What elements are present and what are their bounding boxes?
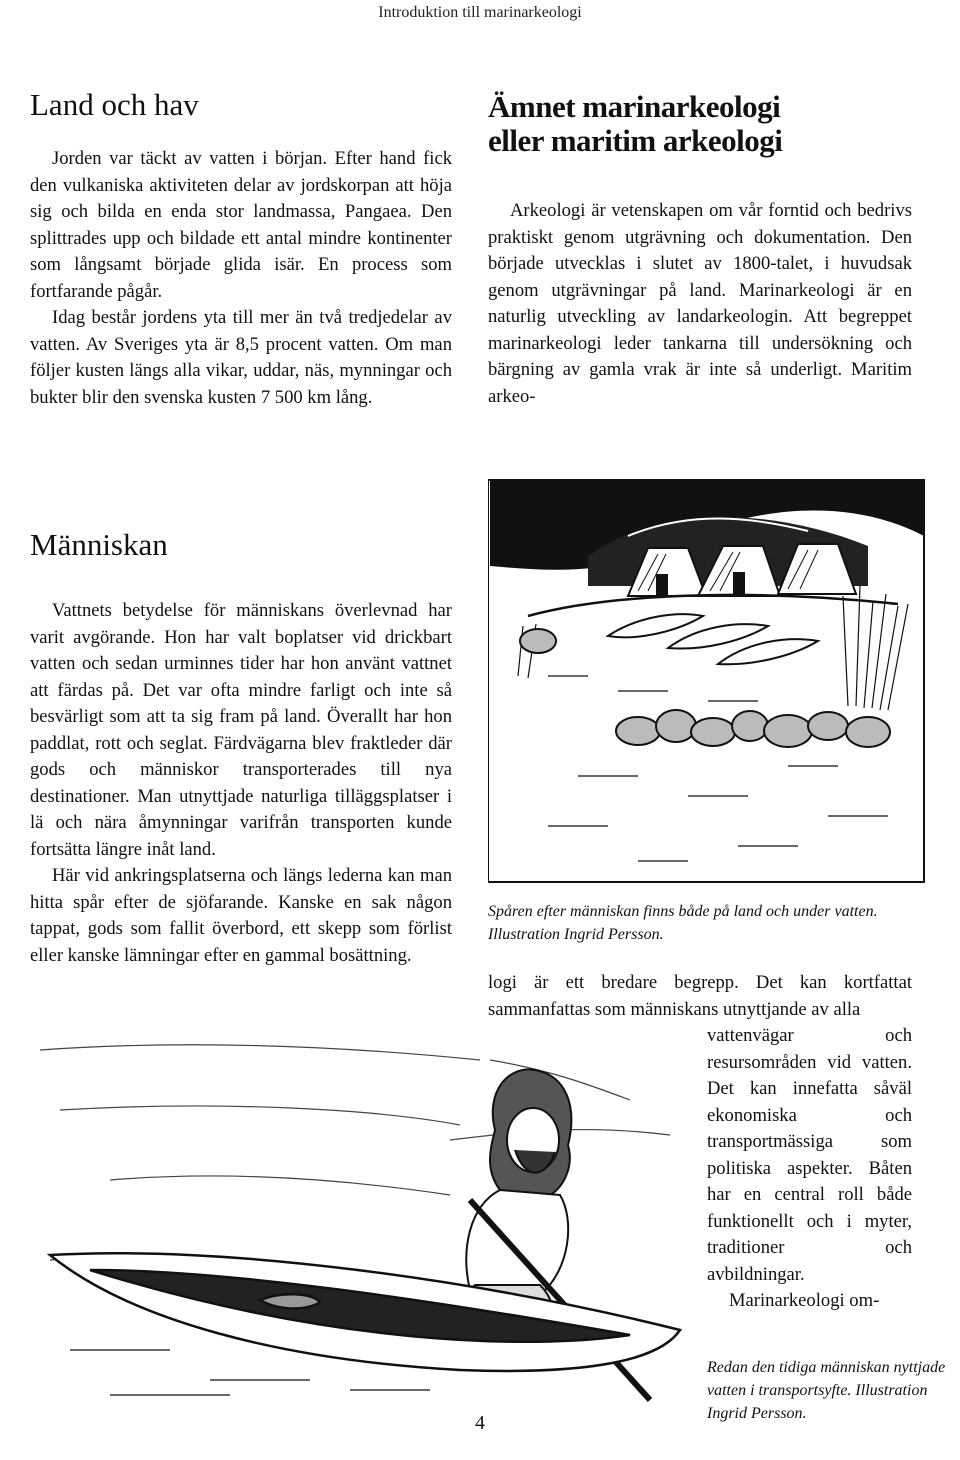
settlement-drawing (488, 476, 928, 886)
paragraph: Arkeologi är vetenskapen om vår forntid och bedrivs praktiskt genom utgrävning och dokumentation. Den började utvecklas i slutet av 1800-talet, i huvudsak genom utgrävningar på land. Marinarkeologi är en naturlig utveckling av landarkeologin. Att begreppet marinarkeologi leder tankarna till undersökning och bärgning av gamla vrak är inte så underligt. Maritim arkeo- (488, 200, 912, 407)
illustration-settlement (488, 476, 928, 886)
heading-line: Ämnet marinarkeologi (488, 89, 781, 124)
marinarkeologi-continuation-narrow (707, 1023, 912, 1315)
paragraph: Idag består jordens yta till mer än två tredjedelar av vatten. Av Sveriges yta är 8,5 procent vatten. Om man följer kusten längs alla vikar, uddar, näs, mynningar och bukter blir den svenska kusten 7 500 km lång. (30, 307, 452, 408)
heading-line: eller maritim arkeologi (488, 123, 783, 158)
heading-amnet-marinarkeologi (488, 90, 782, 158)
paragraph: Här vid ankringsplatserna och längs lederna kan man hitta spår efter de sjöfarande. Kanske en sak någon tappat, gods som fallit överbord, ett skepp som förlist eller kanske lämningar efter en gammal bosättning. (30, 865, 452, 966)
figure-caption-settlement: Spåren efter människan finns både på land och under vatten. Illustration Ingrid Persson. (488, 903, 878, 943)
running-head: Introduktion till marinarkeologi (378, 4, 582, 21)
marinarkeologi-body (488, 198, 912, 410)
figure-caption-canoe: Redan den tidiga människan nyttjade vatten i transportsyfte. Illustration Ingrid Persson. (707, 1359, 946, 1422)
page-number: 4 (475, 1412, 485, 1434)
illustration-canoe (30, 1030, 705, 1410)
canoe-drawing (30, 1030, 705, 1410)
paragraph: logi är ett bredare begrepp. Det kan kortfattat sammanfattas som människans utnyttjande av alla (488, 972, 912, 1020)
paragraph: Vattnets betydelse för människans överlevnad har varit avgörande. Hon har valt boplatser vid drickbart vatten och sedan urminnes tider har hon använt vattnet att färdas på. Det var ofta mindre farligt och inte så besvärligt som att ta sig fram på land. Överallt har hon paddlat, rott och seglat. Färdvägarna blev fraktleder där gods och människor transporterades till nya destinationer. Man utnyttjade naturliga tilläggsplatser i lä och nära åmynningar varifrån transporten kunde fortsätta längre inåt land. (30, 600, 452, 860)
paragraph: vattenvägar och resursområden vid vatten. Det kan innefatta såväl ekonomiska och transportmässiga som politiska aspekter. Båten har en central roll både funktionellt och i myter, traditioner och avbildningar. (707, 1025, 912, 1285)
heading-manniskan: Människan (30, 527, 168, 562)
paragraph: Marinarkeologi om- (729, 1290, 880, 1311)
manniskan-body (30, 598, 452, 969)
marinarkeologi-continuation-wide (488, 970, 912, 1023)
land-och-hav-body (30, 146, 452, 411)
heading-land-och-hav: Land och hav (30, 87, 199, 122)
paragraph: Jorden var täckt av vatten i början. Efter hand fick den vulkaniska aktiviteten delar av jordskorpan att höja sig och bilda en enda stor landmassa, Pangaea. Den splittrades upp och bildade ett antal mindre kontinenter som långsamt började glida isär. En process som fortfarande pågår. (30, 148, 452, 302)
